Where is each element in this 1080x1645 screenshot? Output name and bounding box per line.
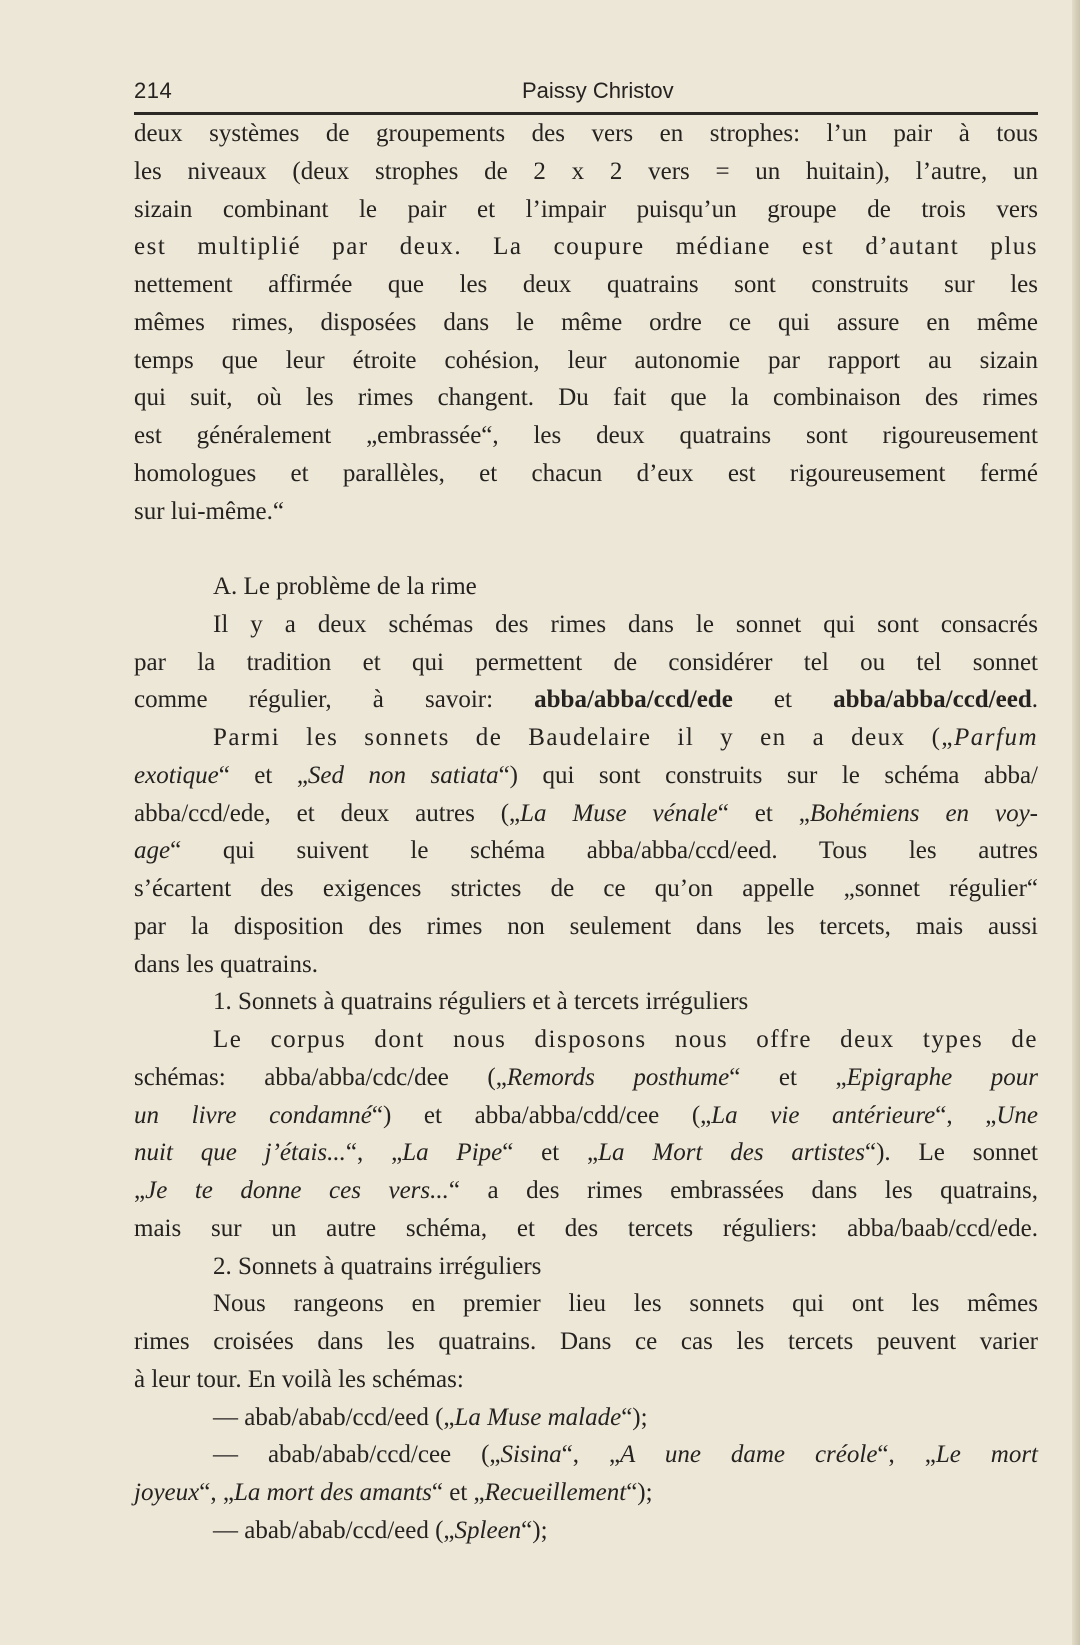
section-heading: A. Le problème de la rime bbox=[213, 573, 477, 600]
text-line: — abab/abab/ccd/eed („La Muse malade“); bbox=[213, 1403, 648, 1431]
text-line: abba/ccd/ede, et deux autres („La Muse vénale“ et „Bohémiens en voy- bbox=[134, 799, 1038, 827]
text-line: „Je te donne ces vers...“ a des rimes embrassées dans les quatrains, bbox=[134, 1177, 1038, 1204]
blank-line bbox=[134, 530, 1038, 568]
text-line: qui suit, où les rimes changent. Du fait que la combinaison des rimes bbox=[134, 384, 1038, 412]
text-line: nuit que j’étais...“, „La Pipe“ et „La Mort des artistes“). Le sonnet bbox=[134, 1139, 1038, 1167]
text-line: Il y a deux schémas des rimes dans le sonnet qui sont consacrés bbox=[213, 610, 1038, 638]
page-header bbox=[134, 78, 1038, 115]
text-line: — abab/abab/ccd/eed („Spleen“); bbox=[213, 1516, 548, 1544]
text-line: un livre condamné“) et abba/abba/cdd/cee („La vie antérieure“, „Une bbox=[134, 1101, 1038, 1129]
text-line: Nous rangeons en premier lieu les sonnets qui ont les mêmes bbox=[213, 1290, 1038, 1318]
text-line: mais sur un autre schéma, et des tercets réguliers: abba/baab/ccd/ede. bbox=[134, 1214, 1038, 1242]
text-line: comme régulier, à savoir: abba/abba/ccd/ede et abba/abba/ccd/eed. bbox=[134, 686, 1038, 714]
text-line: Le corpus dont nous disposons nous offre deux types de bbox=[213, 1026, 1038, 1053]
page-edge bbox=[1072, 0, 1080, 1645]
text-line: dans les quatrains. bbox=[134, 950, 318, 978]
text-line: mêmes rimes, disposées dans le même ordre ce qui assure en même bbox=[134, 308, 1038, 336]
text-line: rimes croisées dans les quatrains. Dans ce cas les tercets peuvent varier bbox=[134, 1328, 1038, 1355]
text-line: schémas: abba/abba/cdc/dee („Remords posthume“ et „Epigraphe pour bbox=[134, 1063, 1039, 1091]
text-line: sizain combinant le pair et l’impair puisqu’un groupe de trois vers bbox=[134, 195, 1038, 223]
text-line: par la disposition des rimes non seulement dans les tercets, mais aussi bbox=[134, 912, 1038, 940]
text-line: joyeux“, „La mort des amants“ et „Recueillement“); bbox=[134, 1479, 653, 1506]
text-line: homologues et parallèles, et chacun d’eux est rigoureusement fermé bbox=[134, 459, 1038, 487]
text-line: exotique“ et „Sed non satiata“) qui sont construits sur le schéma abba/ bbox=[134, 761, 1038, 789]
text-line: temps que leur étroite cohésion, leur autonomie par rapport au sizain bbox=[134, 346, 1038, 374]
page-number: 214 bbox=[134, 78, 173, 103]
text-line: deux systèmes de groupements des vers en strophes: l’un pair à tous bbox=[134, 120, 1038, 147]
text-line: par la tradition et qui permettent de considérer tel ou tel sonnet bbox=[134, 648, 1038, 676]
running-head: Paissy Christov bbox=[522, 78, 674, 103]
text-line: Parmi les sonnets de Baudelaire il y en a deux („Parfum bbox=[213, 724, 1038, 751]
text-line: — abab/abab/ccd/cee („Sisina“, „A une dame créole“, „Le mort bbox=[213, 1441, 1038, 1469]
text-line: les niveaux (deux strophes de 2 x 2 vers = un huitain), l’autre, un bbox=[134, 157, 1038, 185]
text-line: age“ qui suivent le schéma abba/abba/ccd/eed. Tous les autres bbox=[134, 837, 1038, 865]
text-line: sur lui-même.“ bbox=[134, 497, 284, 525]
section-heading: 2. Sonnets à quatrains irréguliers bbox=[213, 1252, 542, 1280]
text-line: est multiplié par deux. La coupure médiane est d’autant plus bbox=[134, 233, 1038, 261]
text-line: à leur tour. En voilà les schémas: bbox=[134, 1365, 464, 1393]
text-line: s’écartent des exigences strictes de ce qu’on appelle „sonnet régulier“ bbox=[134, 875, 1038, 902]
text-line: est généralement „embrassée“, les deux quatrains sont rigoureusement bbox=[134, 422, 1038, 449]
body-text bbox=[134, 115, 1038, 1550]
text-line: nettement affirmée que les deux quatrains sont construits sur les bbox=[134, 271, 1038, 298]
section-heading: 1. Sonnets à quatrains réguliers et à tercets irréguliers bbox=[213, 988, 749, 1016]
